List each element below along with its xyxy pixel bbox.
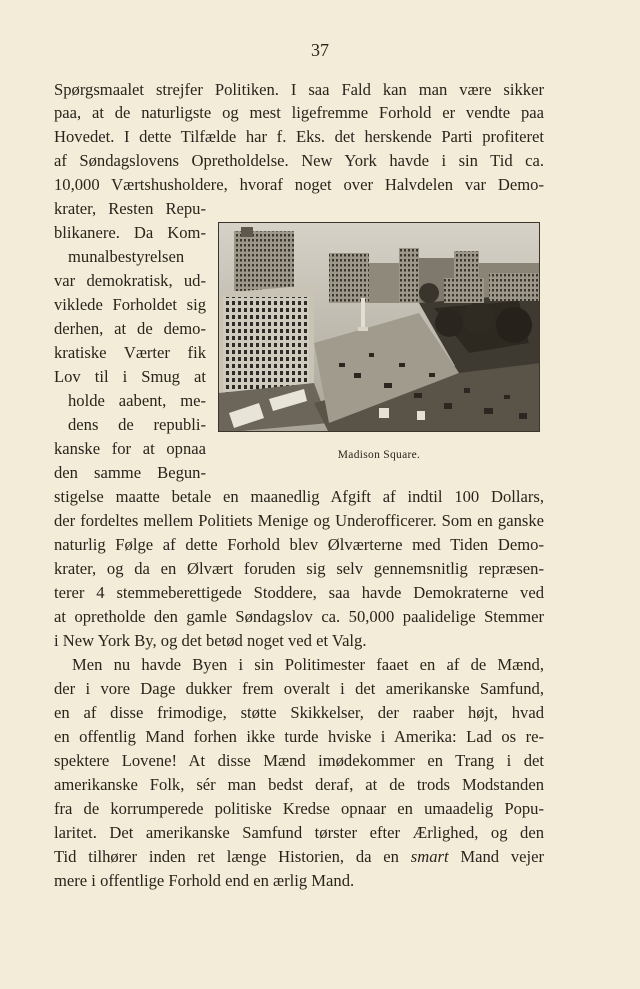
text-line: laritet. Det amerikanske Samfund tørster efter Ærlighed, og den [54,823,544,842]
text-line: en af disse frimodige, støtte Skikkelser, der raaber højt, hvad [54,703,544,722]
text-line: en offentlig Mand forhen ikke turde hviske i Amerika: Lad os re- [54,727,544,746]
text-line: stigelse maatte betale en maanedlig Afgift af indtil 100 Dollars, [54,487,544,506]
text-line: Hovedet. I dette Tilfælde har f. Eks. det herskende Parti profiteret [54,127,544,146]
text-segment: Tid tilhører inden ret længe Historien, da en [54,847,399,866]
text-line [54,846,544,868]
text-line: 10,000 Værtshusholdere, hvoraf noget over Halvdelen var Demo- [54,175,544,194]
text-line: fra de korrumperede politiske Kredse opnaar en umaadelig Popu- [54,799,544,818]
text-line: mere i offentlige Forhold end en ærlig Mand. [54,871,355,890]
text-line: dens de republi- [68,415,206,434]
text-line: Lov til i Smug at [54,367,206,386]
text-line: naturlig Følge af dette Forhold blev Ølværterne med Tiden Demo- [54,535,544,554]
text-line: krater, Resten Repu- [54,199,206,218]
text-line: af Søndagslovens Opretholdelse. New York havde i sin Tid ca. [54,151,544,170]
text-line: der i vore Dage dukker frem overalt i det amerikanske Samfund, [54,679,544,698]
text-line: var demokratisk, ud- [54,271,206,290]
text-line: kanske for at opnaa [54,439,206,458]
page-number: 37 [311,40,329,60]
text-line: Spørgsmaalet strejfer Politiken. I saa Fald kan man være sikker [54,80,544,99]
text-segment: Mand vejer [460,847,544,866]
text-line: kratiske Værter fik [54,343,206,362]
text-line: i New York By, og det betød noget ved et Valg. [54,631,367,650]
text-line: terer 4 stemmeberettigede Stoddere, saa havde Demokraterne ved [54,583,544,602]
figure-caption: Madison Square. [337,449,421,461]
text-line: spektere Lovene! At disse Mænd imødekommer en Trang i det [54,751,544,770]
text-line: krater, og da en Ølvært foruden sig selv gennemsnitlig repræsen- [54,559,544,578]
text-line: der fordeltes mellem Politiets Menige og Underofficerer. Som en ganske [54,511,544,530]
text-line: paa, at de naturligste og mest ligefremme Forhold er vendte paa [54,103,544,122]
text-line: amerikanske Folk, sér man bedst deraf, at de trods Modstanden [54,775,544,794]
madison-square-illustration [219,223,540,432]
text-line: derhen, at de demo- [54,319,206,338]
text-line: at opretholde den gamle Søndagslov ca. 50,000 paalidelige Stemmer [54,607,544,626]
text-line: den samme Begun- [54,463,206,482]
figure-photo [218,222,540,432]
text-line: viklede Forholdet sig [54,295,206,314]
text-line: Men nu havde Byen i sin Politimester faaet en af de Mænd, [72,655,544,674]
text-line: blikanere. Da Kom- [54,223,206,242]
italic-word: smart [410,847,449,866]
text-line: munalbestyrelsen [68,247,185,266]
text-line: holde aabent, me- [68,391,206,410]
